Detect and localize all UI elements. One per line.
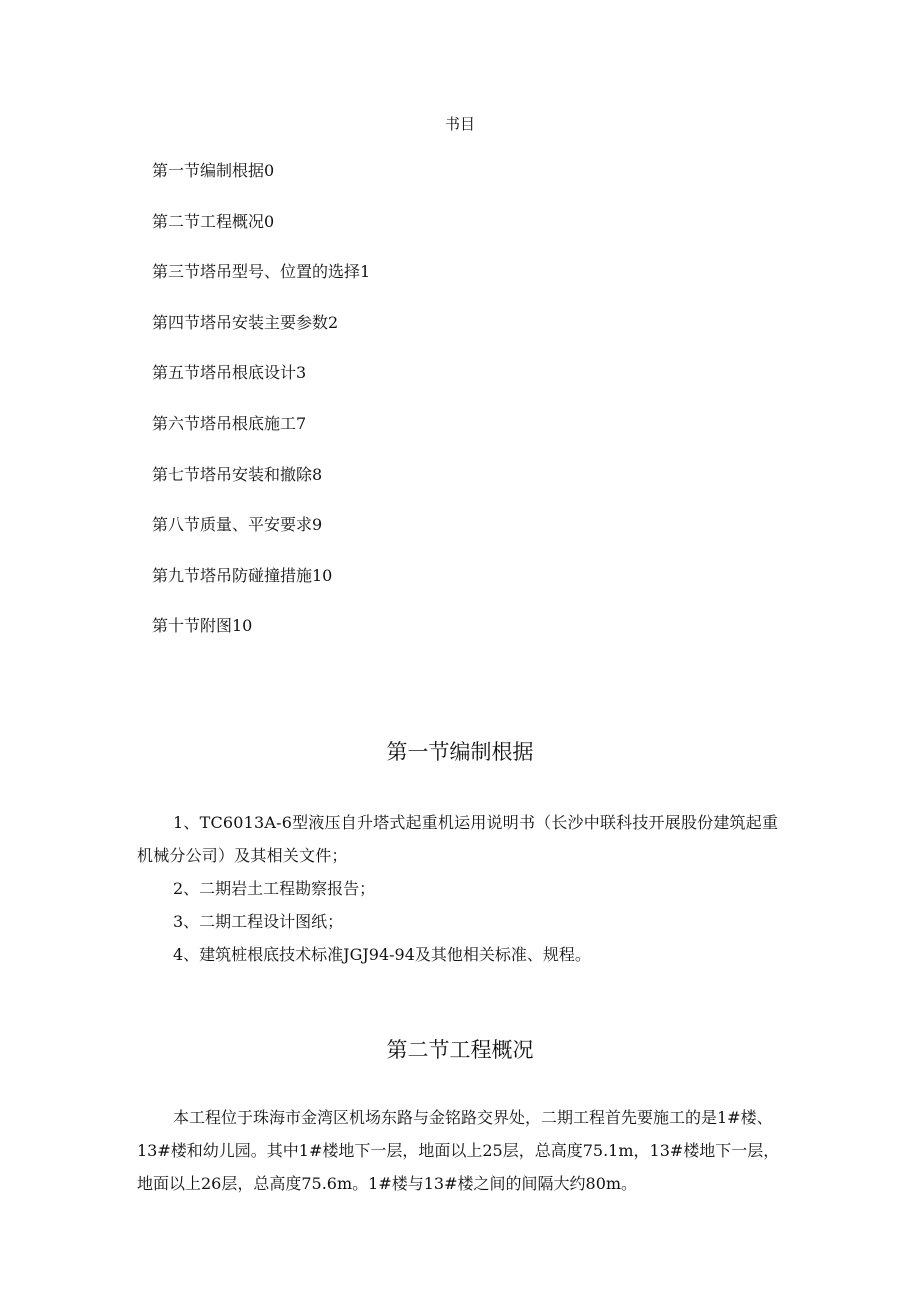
section-2-paragraph-1: 本工程位于珠海市金湾区机场东路与金铭路交界处，二期工程首先要施工的是1#楼、13#楼和幼儿园。其中1#楼地下一层，地面以上25层，总高度75.1m，13#楼地下一层，地面以上26层，总高度75.6m。1#楼与13#楼之间的间隔大约80m。 <box>137 1108 780 1193</box>
section-1-paragraph-1: 1、TC6013A-6型液压自升塔式起重机运用说明书（长沙中联科技开展股份建筑起重机械分公司）及其相关文件； <box>137 813 779 865</box>
toc-item-2[interactable]: 第二节工程概况0 <box>152 211 275 231</box>
section-2-body <box>137 1101 792 1200</box>
toc-item-6[interactable]: 第六节塔吊根底施工7 <box>152 413 307 433</box>
section-1-body <box>137 806 792 971</box>
toc-item-8[interactable]: 第八节质量、平安要求9 <box>152 515 323 535</box>
toc-item-9[interactable]: 第九节塔吊防碰撞措施10 <box>152 565 333 585</box>
section-1-paragraph-2: 2、二期岩土工程勘察报告； <box>173 879 376 898</box>
section-1-paragraph-3: 3、二期工程设计图纸； <box>173 912 344 931</box>
toc-item-3[interactable]: 第三节塔吊型号、位置的选择1 <box>152 262 371 282</box>
toc-item-10[interactable]: 第十节附图10 <box>152 616 253 636</box>
section-1-heading: 第一节编制根据 <box>386 740 534 764</box>
section-1-paragraph-4: 4、建筑桩根底技术标准JGJ94-94及其他相关标准、规程。 <box>173 945 591 964</box>
table-of-contents <box>152 160 370 666</box>
toc-item-5[interactable]: 第五节塔吊根底设计3 <box>152 363 307 383</box>
section-2-heading: 第二节工程概况 <box>386 1038 534 1062</box>
toc-item-4[interactable]: 第四节塔吊安装主要参数2 <box>152 312 339 332</box>
toc-item-1[interactable]: 第一节编制根据0 <box>152 161 275 180</box>
toc-item-7[interactable]: 第七节塔吊安装和撤除8 <box>152 464 323 484</box>
toc-title: 书目 <box>444 115 475 133</box>
